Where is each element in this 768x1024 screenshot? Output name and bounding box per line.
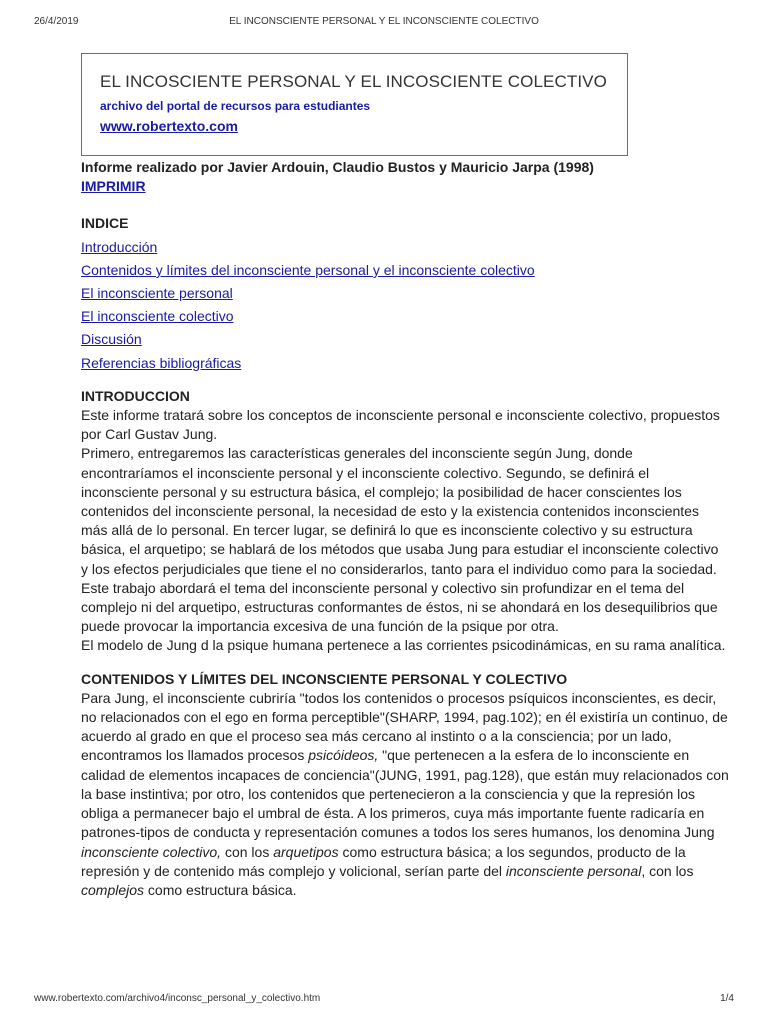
footer-url: www.robertexto.com/archivo4/inconsc_personal_y_colectivo.htm	[34, 993, 321, 1004]
banner-box	[81, 53, 628, 156]
intro-paragraph-1: Este informe tratará sobre los conceptos de inconsciente personal e inconsciente colectivo, propuestos por Carl Gustav Jung.	[81, 407, 720, 443]
intro-heading: INTRODUCCION	[81, 387, 190, 404]
index-section	[81, 214, 729, 372]
author-line: Informe realizado por Javier Ardouin, Claudio Bustos y Mauricio Jarpa (1998)	[81, 159, 594, 175]
contents-paragraph: Para Jung, el inconsciente cubriría "todos los contenidos o procesos psíquicos inconscientes, es decir, no relacionados con el ego en forma perceptible"(SHARP, 1994, pag.102); en él existiría un continuo, de acuerdo al grado en que el proceso sea más cercano al instinto o a la consciencia; por un lado, encontramos los llamados procesos psicóideos, "que pertenecen a la esfera de lo inconsciente en calidad de elementos incapaces de conciencia"(JUNG, 1991, pag.128), que están muy relacionados con la base instintiva; por otro, los contenidos que pertenecieron a la consciencia y que la represión los obliga a permanecer bajo el umbral de ésta. A los primeros, cuya más importante fuente radicaría en patrones-tipos de conducta y representación comunes a todos los seres humanos, los denomina Jung inconsciente colectivo, con los arquetipos como estructura básica; a los segundos, producto de la represión y de contenido más complejo y volicional, serían parte del inconsciente personal, con los complejos como estructura básica.	[81, 689, 729, 898]
intro-paragraph-2: Primero, entregaremos las características generales del inconsciente según Jung, donde encontraríamos el inconsciente personal y el inconsciente colectivo. Segundo, se definirá el inconsciente personal y su estructura básica, el complejo; la posibilidad de hacer conscientes los contenidos del inconsciente personal, la necesidad de esto y la existencia contenidos inconscientes más allá de lo personal. En tercer lugar, se definirá lo que es inconsciente colectivo y su estructura básica, el arquetipo; se hablará de los métodos que usaba Jung para estudiar el inconsciente colectivo y los efectos perjudiciales que tiene el no considerarlos, tanto para el individuo como para la sociedad.	[81, 445, 719, 577]
page-number: 1/4	[720, 993, 734, 1004]
document-body	[81, 158, 729, 900]
print-footer	[34, 993, 734, 1007]
index-link-intro[interactable]: Introducción	[81, 238, 158, 255]
index-heading: INDICE	[81, 215, 129, 232]
print-header	[34, 16, 734, 30]
index-link-referencias[interactable]: Referencias bibliográficas	[81, 354, 242, 371]
intro-paragraph-3: Este trabajo abordará el tema del inconsciente personal y colectivo sin profundizar en el tema del complejo ni del arquetipo, estructuras conformantes de éstos, ni se ahondará en los desequilibrios que puede provocar la importancia excesiva de una función de la psique por otra.	[81, 579, 718, 635]
banner-title: EL INCOSCIENTE PERSONAL Y EL INCOSCIENTE COLECTIVO	[100, 72, 607, 91]
print-link[interactable]: IMPRIMIR	[81, 178, 146, 195]
contents-section	[81, 670, 729, 900]
intro-section	[81, 387, 729, 656]
site-link[interactable]: www.robertexto.com	[100, 118, 238, 134]
index-link-inconsciente-colectivo[interactable]: El inconsciente colectivo	[81, 308, 234, 325]
print-title: EL INCONSCIENTE PERSONAL Y EL INCONSCIENTE COLECTIVO	[229, 16, 539, 27]
contents-heading: CONTENIDOS Y LÍMITES DEL INCONSCIENTE PERSONAL Y COLECTIVO	[81, 670, 568, 687]
index-link-contenidos[interactable]: Contenidos y límites del inconsciente personal y el inconsciente colectivo	[81, 261, 535, 278]
banner-subtitle: archivo del portal de recursos para estudiantes	[100, 99, 371, 113]
index-link-inconsciente-personal[interactable]: El inconsciente personal	[81, 285, 233, 302]
print-date: 26/4/2019	[34, 16, 79, 27]
index-link-discusion[interactable]: Discusión	[81, 331, 142, 348]
intro-paragraph-4: El modelo de Jung d la psique humana pertenece a las corrientes psicodinámicas, en su rama analítica.	[81, 637, 726, 654]
